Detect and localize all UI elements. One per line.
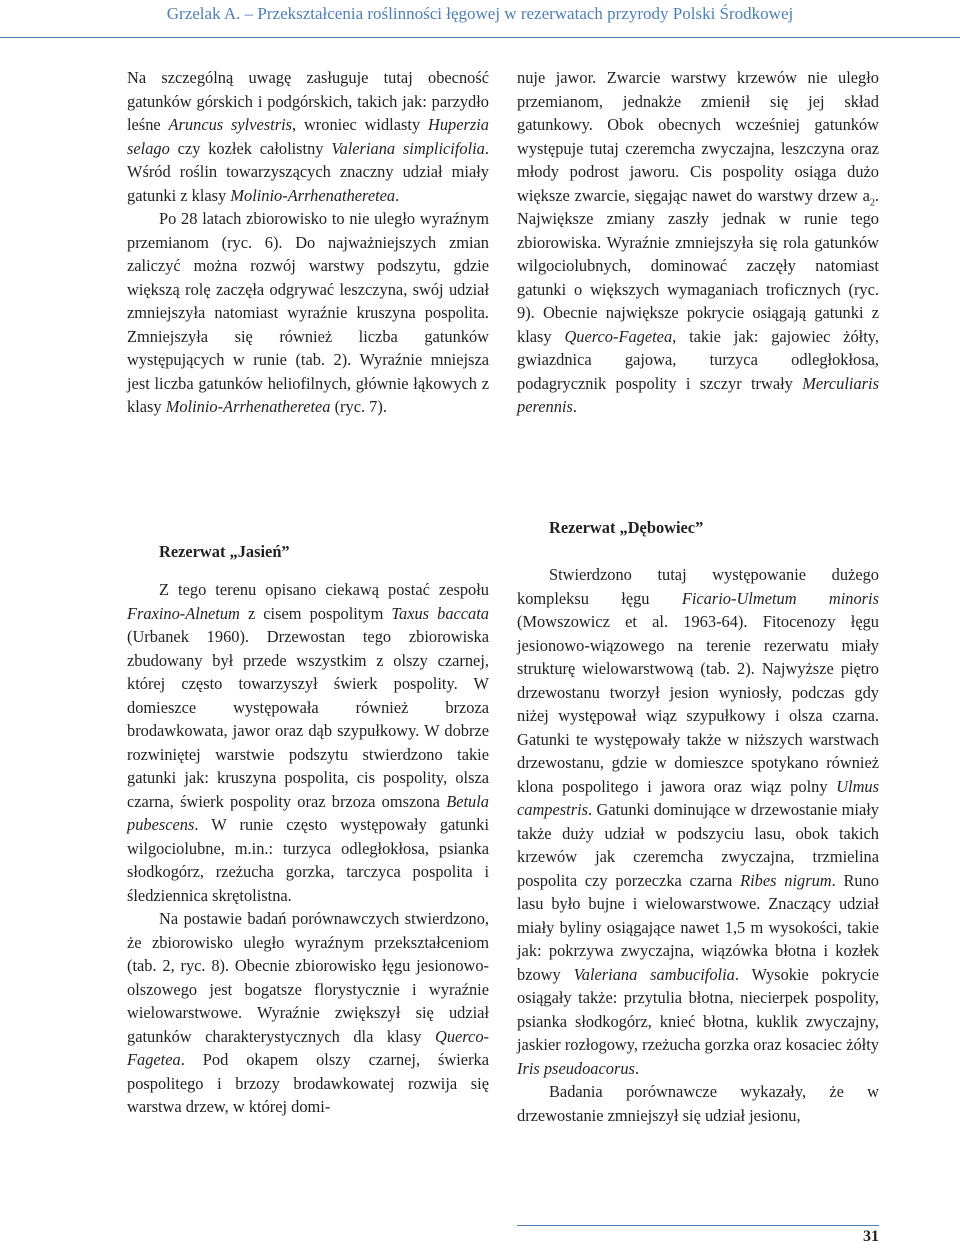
- italic-term: Querco-Fagetea: [564, 326, 673, 346]
- subscript: 2: [869, 196, 875, 208]
- italic-term: Valeriana simplicifolia: [331, 138, 485, 158]
- italic-term: Valeriana sambucifolia: [573, 964, 735, 984]
- paragraph: nuje jawor. Zwarcie warstwy krzewów nie uległo przemianom, jednakże zmienił się jej skład gatunkowy. Obok obecnych wcześniej gatunków występuje tutaj czeremcha zwyczajna, leszczyna oraz młody podrost jaworu. Cis pospolity osiąga dużo większe zwarcie, sięgając nawet do warstwy drzew $a_2$. Największe zmiany zaszły jednak w runie tego zbiorowiska. Wyraźnie zmniejszyła się rola gatunków wilgociolubnych, dominować zaczęły natomiast gatunki o większych wymaganiach troficznych (ryc. 9). Obecnie największe pokrycie osiągają gatunki z klasy Querco-Fagetea, takie jak: gajowiec żółty, gwiazdnica gajowa, turzyca odległokłosa, podagrycznik pospolity i szczyr trwały Merculiaris perennis.: [517, 68, 879, 416]
- italic-term: Fraxino-Alnetum: [127, 603, 240, 623]
- paragraph: Badania porównawcze wykazały, że w drzewostanie zmniejszył się udział jesionu,: [517, 1082, 879, 1125]
- paragraph: Stwierdzono tutaj występowanie dużego kompleksu łęgu Ficario-Ulmetum minoris (Mowszowicz et al. 1963-64). Fitocenozy łęgu jesionowo-wiązowego na terenie rezerwatu miały strukturę wielowarstwową (tab. 2). Najwyższe piętro drzewostanu tworzył jesion wyniosły, podczas gdy niżej występował wiąz szypułkowy i olsza czarna. Gatunki te występowały także w niższych warstwach drzewostanu, gdzie w domieszce spotykano również klona pospolitego i jawora oraz wiąz polny Ulmus campestris. Gatunki dominujące w drzewostanie miały także duży udział w podszyciu lasu, obok takich krzewów jak czeremcha zwyczajna, trzmielina pospolita czy porzeczka czarna Ribes nigrum. Runo lasu było bujne i wielowarstwowe. Znaczący udział miały byliny osiągające nawet 1,5 m wysokości, takie jak: pokrzywa zwyczajna, wiązówka błotna i kozłek bzowy Valeriana sambucifolia. Wysokie pokrycie osiągały także: przytulia błotna, niecierpek pospolity, psianka słodkogórz, knieć błotna, kuklik zwyczajny, jaskier rozłogowy, rzeżucha gorzka oraz kosaciec żółty Iris pseudoacorus.: [517, 565, 880, 1078]
- paragraph: Po 28 latach zbiorowisko to nie uległo wyraźnym przemianom (ryc. 6). Do najważniejszych zmian zaliczyć można rozwój warstwy podszytu, gdzie większą rolę zaczęła odgrywać leszczyna, swój udział zmniejszyła natomiast wyraźnie kruszyna pospolita. Zmniejszyła się również liczba gatunków występujących w runie (tab. 2). Wyraźnie mniejsza jest liczba gatunków heliofilnych, głównie łąkowych z klasy Molinio-Arrhenatheretea (ryc. 7).: [127, 209, 489, 416]
- italic-term: Aruncus sylvestris: [168, 115, 293, 134]
- italic-term: Betula pubescens: [127, 791, 489, 834]
- italic-term: Iris pseudoacorus: [517, 1058, 635, 1078]
- italic-term: Querco-Fagetea: [127, 1026, 489, 1069]
- italic-term: Ficario-Ulmetum minoris: [681, 588, 879, 608]
- left-column-top: [127, 66, 489, 419]
- footer-rule: [517, 1225, 879, 1226]
- italic-term: Molinio-Arrhenatheretea: [230, 185, 396, 205]
- paragraph: Z tego terenu opisano ciekawą postać zespołu Fraxino-Alnetum z cisem pospolitym Taxus baccata (Urbanek 1960). Drzewostan tego zbiorowiska zbudowany był przede wszystkim z olszy czarnej, której często towarzyszył świerk pospolity. W domieszce występowała również brzoza brodawkowata, jawor oraz dąb szypułkowy. W dobrze rozwiniętej warstwie podszytu stwierdzono takie gatunki jak: kruszyna pospolita, cis pospolity, olsza czarna, świerk pospolity oraz brzoza omszona Betula pubescens. W runie często występowały gatunki wilgociolubne, m.in.: turzyca odległokłosa, psianka słodkogórz, rzeżucha gorzka, tarczyca pospolita i śledziennica skrętolistna.: [127, 580, 490, 905]
- left-column-bottom: [127, 578, 489, 1119]
- page-number: 31: [863, 1228, 879, 1245]
- italic-term: Ribes nigrum: [740, 870, 832, 890]
- right-column-top: [517, 66, 879, 419]
- paragraph: Na postawie badań porównawczych stwierdzono, że zbiorowisko uległo wyraźnym przekształceniom (tab. 2, ryc. 8). Obecnie zbiorowisko łęgu jesionowo-olszowego jest bogatsze florystycznie i wyraźnie wielowarstwowe. Wyraźnie zwiększył się udział gatunków charakterystycznych dla klasy Querco-Fagetea. Pod okapem olszy czarnej, świerka pospolitego i brzozy brodawkowatej rozwija się warstwa drzew, w której domi-: [127, 909, 489, 1116]
- section-heading-jasien: Rezerwat „Jasień”: [159, 542, 290, 561]
- italic-term: Taxus baccata: [391, 603, 490, 623]
- paragraph: Na szczególną uwagę zasługuje tutaj obecność gatunków górskich i podgórskich, takich jak: parzydło leśne Aruncus sylvestris, wroniec widlasty Huperzia selago czy kozłek całolistny Valeriana simplicifolia. Wśród roślin towarzyszących znaczny udział miały gatunki z klasy Molinio-Arrhenatheretea.: [127, 68, 489, 205]
- italic-term: Ulmus campestris: [517, 776, 879, 819]
- right-column-bottom: [517, 563, 879, 1127]
- italic-term: Merculiaris perennis: [517, 373, 879, 416]
- italic-term: Molinio-Arrhenatheretea: [165, 397, 331, 416]
- italic-term: Huperzia selago: [127, 115, 489, 158]
- section-heading-debowiec: Rezerwat „Dębowiec”: [549, 518, 704, 537]
- header-rule: [0, 37, 960, 38]
- running-header: Grzelak A. – Przekształcenia roślinności łęgowej w rezerwatach przyrody Polski Środkowej: [166, 4, 794, 23]
